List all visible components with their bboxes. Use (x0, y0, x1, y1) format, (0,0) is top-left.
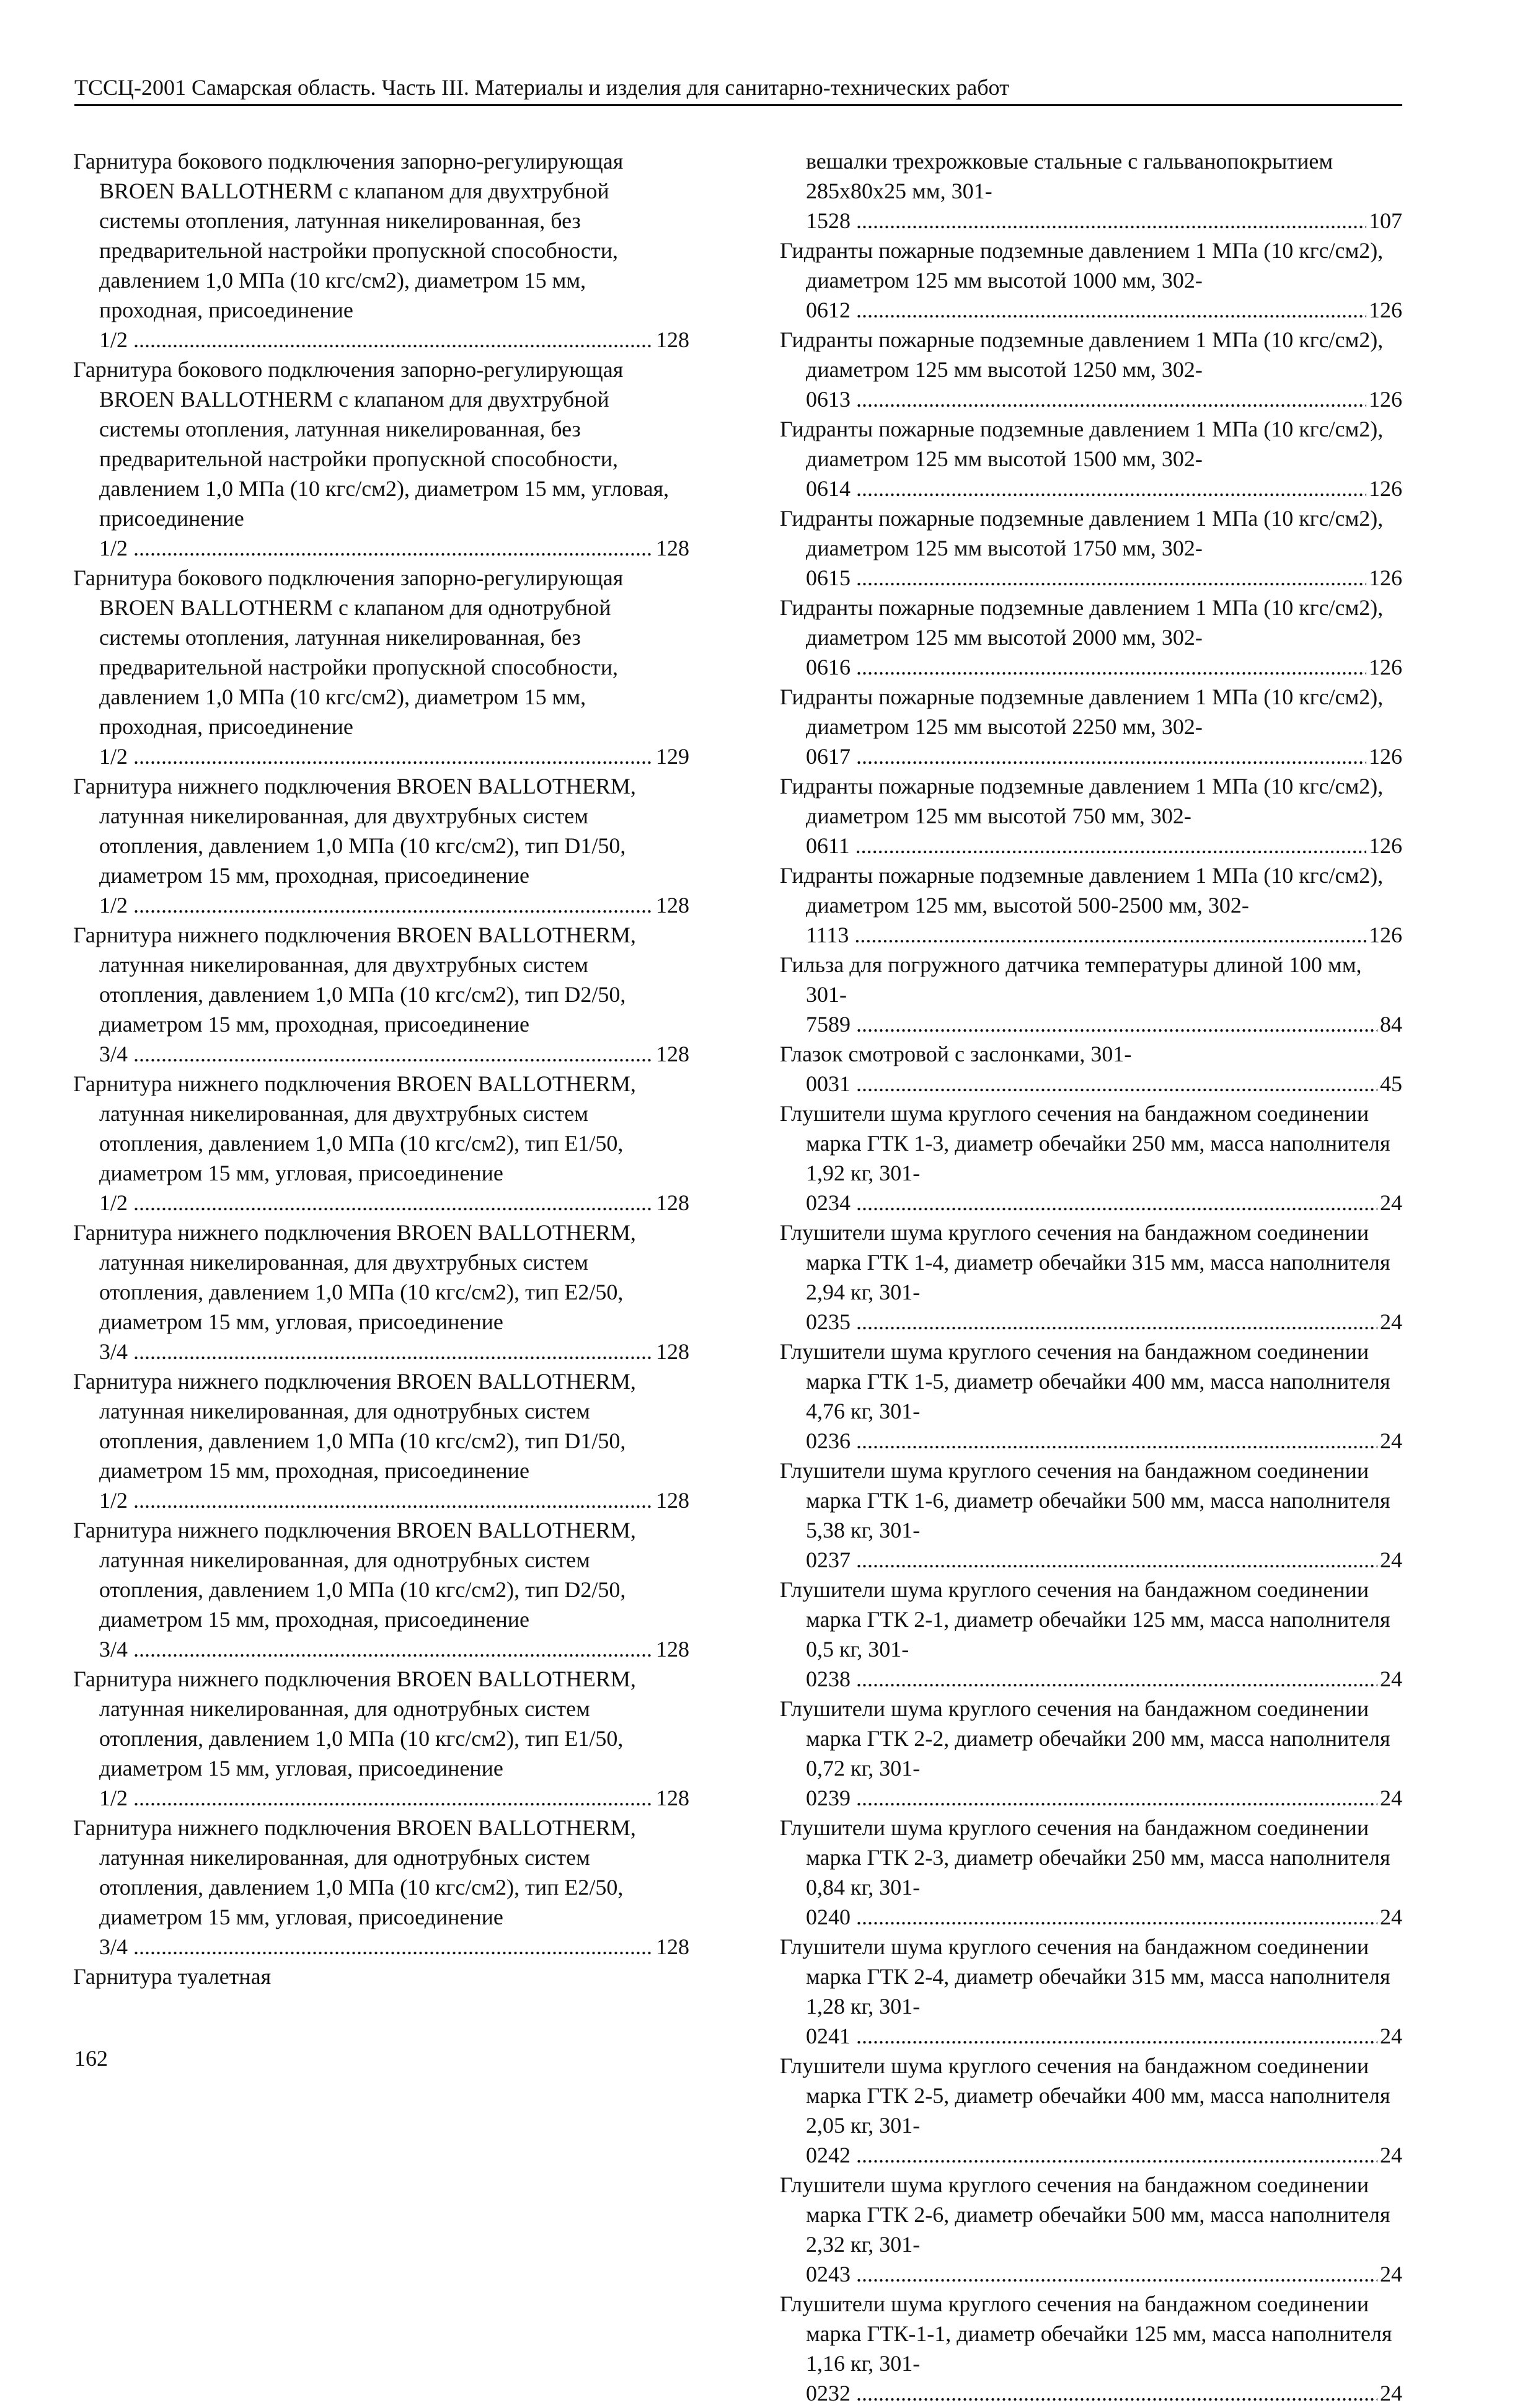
index-column-right (780, 146, 1402, 2408)
index-entry (780, 1218, 1402, 1337)
index-entry-text: Глушители шума круглого сечения на бандажном соединении марка ГТК 2-4, диаметр обечайки 315 мм, масса наполнителя 1,28 кг, 301-0241 ..... (780, 1934, 1402, 2048)
index-entry-page: 128 (653, 890, 689, 920)
index-entry-text: Глушители шума круглого сечения на бандажном соединении марка ГТК 2-2, диаметр обечайки 200 мм, масса наполнителя 0,72 кг, 301-0239 ..... (780, 1696, 1402, 1810)
index-entry-text: Гарнитура нижнего подключения BROEN BALLOTHERM, латунная никелированная, для однотрубных систем отопления, давлением 1,0 МПа (10 кгс/см2), тип E1/50, диаметром 15 мм, угловая, присоединение 1/2 ..... (73, 1667, 689, 1810)
index-entry-text: Глушители шума круглого сечения на бандажном соединении марка ГТК 1-6, диаметр обечайки 500 мм, масса наполнителя 5,38 кг, 301-0237 ..... (780, 1458, 1402, 1572)
index-entry-page: 126 (1366, 831, 1402, 861)
index-entry-text: Гидранты пожарные подземные давлением 1 МПа (10 кгс/см2), диаметром 125 мм высотой 1750 мм, 302-0615 ..... (780, 506, 1402, 590)
index-entry-page: 128 (653, 1634, 689, 1664)
index-entry (780, 1932, 1402, 2051)
index-entry-page: 129 (653, 741, 689, 771)
index-entry-text: Глазок смотровой с заслонками, 301-0031 ..... (780, 1042, 1402, 1096)
index-entry (780, 2051, 1402, 2170)
index-entry-text: Глушители шума круглого сечения на бандажном соединении марка ГТК 1-3, диаметр обечайки 250 мм, масса наполнителя 1,92 кг, 301-0234 ..... (780, 1101, 1402, 1215)
index-entry-page: 128 (653, 1932, 689, 1962)
index-entry-text: Гидранты пожарные подземные давлением 1 МПа (10 кгс/см2), диаметром 125 мм, высотой 500-2500 мм, 302-1113 ..... (780, 863, 1402, 947)
index-entry (73, 1366, 689, 1515)
index-entry (780, 146, 1402, 236)
index-entry (780, 861, 1402, 950)
page-number: 162 (74, 2046, 108, 2071)
index-entry-text: вешалки трехрожковые стальные с гальванопокрытием 285х80х25 мм, 301-1528 ..... (806, 149, 1402, 233)
index-entry-page: 128 (653, 1337, 689, 1366)
index-entry (73, 1515, 689, 1664)
index-entry-page: 24 (1377, 1664, 1402, 1694)
index-entry-text: Глушители шума круглого сечения на бандажном соединении марка ГТК-1-1, диаметр обечайки 125 мм, масса наполнителя 1,16 кг, 301-0232 ..... (780, 2291, 1402, 2406)
index-entry (780, 325, 1402, 414)
index-entry-text: Гидранты пожарные подземные давлением 1 МПа (10 кгс/см2), диаметром 125 мм высотой 2250 мм, 302-0617 ..... (780, 684, 1402, 769)
index-entry (73, 1218, 689, 1366)
index-entry (780, 1337, 1402, 1456)
index-entry-page: 84 (1377, 1009, 1402, 1039)
index-entry-page: 126 (1366, 295, 1402, 325)
index-entry-text: Гарнитура бокового подключения запорно-регулирующая BROEN BALLOTHERM с клапаном для двухтрубной системы отопления, латунная никелированная, без предварительной настройки пропускной способности, давлением 1,0 МПа (10 кгс/см2), диаметром 15 мм, угловая, присоединение 1/2 ..... (73, 357, 689, 560)
index-entry-text: Глушители шума круглого сечения на бандажном соединении марка ГТК 1-4, диаметр обечайки 315 мм, масса наполнителя 2,94 кг, 301-0235 ..... (780, 1220, 1402, 1334)
index-entry (73, 563, 689, 771)
index-entry-page: 107 (1366, 206, 1402, 236)
index-entry-text: Глушители шума круглого сечения на бандажном соединении марка ГТК 2-5, диаметр обечайки 400 мм, масса наполнителя 2,05 кг, 301-0242 ..... (780, 2053, 1402, 2167)
index-column-left (73, 146, 689, 1991)
index-entry-page: 24 (1377, 1307, 1402, 1337)
index-entry-page: 128 (653, 533, 689, 563)
index-entry-text: Глушители шума круглого сечения на бандажном соединении марка ГТК 1-5, диаметр обечайки 400 мм, масса наполнителя 4,76 кг, 301-0236 ..... (780, 1339, 1402, 1453)
index-entry-text: Гарнитура нижнего подключения BROEN BALLOTHERM, латунная никелированная, для двухтрубных систем отопления, давлением 1,0 МПа (10 кгс/см2), тип D2/50, диаметром 15 мм, проходная, присоединение 3/4 ..... (73, 923, 689, 1066)
index-entry-text: Глушители шума круглого сечения на бандажном соединении марка ГТК 2-3, диаметр обечайки 250 мм, масса наполнителя 0,84 кг, 301-0240 ..... (780, 1815, 1402, 1929)
index-entry-text: Гидранты пожарные подземные давлением 1 МПа (10 кгс/см2), диаметром 125 мм высотой 1250 мм, 302-0613 ..... (780, 327, 1402, 412)
index-entry-page: 128 (653, 1783, 689, 1813)
index-entry-text: Гильза для погружного датчика температуры длиной 100 мм, 301-7589 ..... (780, 952, 1402, 1037)
index-entry-page: 24 (1377, 1545, 1402, 1575)
index-entry-page: 126 (1366, 563, 1402, 593)
index-entry (780, 593, 1402, 682)
index-entry-page: 126 (1366, 652, 1402, 682)
index-entry-page: 24 (1377, 1783, 1402, 1813)
index-entry (780, 236, 1402, 325)
index-entry-page: 24 (1377, 1188, 1402, 1218)
index-entry (780, 1694, 1402, 1813)
index-entry (780, 414, 1402, 503)
index-entry (73, 1664, 689, 1813)
index-entry-page: 24 (1377, 2378, 1402, 2408)
index-entry (73, 146, 689, 355)
index-entry (780, 503, 1402, 593)
index-entry (780, 771, 1402, 861)
index-entry-text: Гарнитура нижнего подключения BROEN BALLOTHERM, латунная никелированная, для однотрубных систем отопления, давлением 1,0 МПа (10 кгс/см2), тип E2/50, диаметром 15 мм, угловая, присоединение 3/4 ..... (73, 1815, 689, 1959)
index-entry-page: 45 (1377, 1069, 1402, 1099)
index-entry (780, 1813, 1402, 1932)
index-entry-text: Гарнитура туалетная (73, 1964, 272, 1989)
index-entry-page: 24 (1377, 1426, 1402, 1456)
index-entry-page: 128 (653, 1485, 689, 1515)
index-entry-page: 126 (1366, 741, 1402, 771)
index-entry-page: 24 (1377, 1902, 1402, 1932)
index-entry (73, 1813, 689, 1962)
index-entry (73, 1962, 689, 1991)
index-entry (780, 1456, 1402, 1575)
index-entry-page: 128 (653, 1188, 689, 1218)
index-entry-text: Гарнитура нижнего подключения BROEN BALLOTHERM, латунная никелированная, для двухтрубных систем отопления, давлением 1,0 МПа (10 кгс/см2), тип E2/50, диаметром 15 мм, угловая, присоединение 3/4 ..... (73, 1220, 689, 1364)
index-entry (73, 920, 689, 1069)
index-entry-text: Гарнитура нижнего подключения BROEN BALLOTHERM, латунная никелированная, для двухтрубных систем отопления, давлением 1,0 МПа (10 кгс/см2), тип E1/50, диаметром 15 мм, угловая, присоединение 1/2 ..... (73, 1071, 689, 1215)
index-entry-page: 128 (653, 325, 689, 355)
index-entry-text: Гидранты пожарные подземные давлением 1 МПа (10 кгс/см2), диаметром 125 мм высотой 1500 мм, 302-0614 ..... (780, 417, 1402, 501)
index-entry-text: Глушители шума круглого сечения на бандажном соединении марка ГТК 2-1, диаметр обечайки 125 мм, масса наполнителя 0,5 кг, 301-0238 ..... (780, 1577, 1402, 1691)
index-entry-page: 24 (1377, 2140, 1402, 2170)
running-header: ТССЦ-2001 Самарская область. Часть III. Материалы и изделия для санитарно-технических работ (74, 73, 1402, 106)
index-entry-page: 126 (1366, 384, 1402, 414)
index-entry-text: Гидранты пожарные подземные давлением 1 МПа (10 кгс/см2), диаметром 125 мм высотой 750 мм, 302-0611 ..... (780, 774, 1402, 858)
index-entry (780, 2289, 1402, 2408)
index-entry (73, 771, 689, 920)
index-entry (780, 2170, 1402, 2289)
index-entry (780, 950, 1402, 1039)
index-entry-text: Гарнитура бокового подключения запорно-регулирующая BROEN BALLOTHERM с клапаном для однотрубной системы отопления, латунная никелированная, без предварительной настройки пропускной способности, давлением 1,0 МПа (10 кгс/см2), диаметром 15 мм, проходная, присоединение 1/2 ..... (73, 565, 689, 769)
index-entry-text: Гарнитура нижнего подключения BROEN BALLOTHERM, латунная никелированная, для двухтрубных систем отопления, давлением 1,0 МПа (10 кгс/см2), тип D1/50, диаметром 15 мм, проходная, присоединение 1/2 ..... (73, 774, 689, 918)
index-entry-page: 126 (1366, 920, 1402, 950)
index-entry-page: 24 (1377, 2259, 1402, 2289)
index-entry (73, 1069, 689, 1218)
index-entry-page: 128 (653, 1039, 689, 1069)
index-entry (780, 682, 1402, 771)
index-entry (780, 1099, 1402, 1218)
index-entry-text: Гидранты пожарные подземные давлением 1 МПа (10 кгс/см2), диаметром 125 мм высотой 2000 мм, 302-0616 ..... (780, 595, 1402, 679)
index-entry-text: Гарнитура нижнего подключения BROEN BALLOTHERM, латунная никелированная, для однотрубных систем отопления, давлением 1,0 МПа (10 кгс/см2), тип D1/50, диаметром 15 мм, проходная, присоединение 1/2 ..... (73, 1369, 689, 1513)
index-entry (780, 1575, 1402, 1694)
index-entry-text: Гарнитура бокового подключения запорно-регулирующая BROEN BALLOTHERM с клапаном для двухтрубной системы отопления, латунная никелированная, без предварительной настройки пропускной способности, давлением 1,0 МПа (10 кгс/см2), диаметром 15 мм, проходная, присоединение 1/2 ..... (73, 149, 689, 352)
index-entry-text: Глушители шума круглого сечения на бандажном соединении марка ГТК 2-6, диаметр обечайки 500 мм, масса наполнителя 2,32 кг, 301-0243 ..... (780, 2172, 1402, 2286)
index-entry (780, 1039, 1402, 1099)
index-entry-page: 126 (1366, 474, 1402, 503)
index-entry-text: Гарнитура нижнего подключения BROEN BALLOTHERM, латунная никелированная, для однотрубных систем отопления, давлением 1,0 МПа (10 кгс/см2), тип D2/50, диаметром 15 мм, проходная, присоединение 3/4 ..... (73, 1518, 689, 1662)
index-entry-text: Гидранты пожарные подземные давлением 1 МПа (10 кгс/см2), диаметром 125 мм высотой 1000 мм, 302-0612 ..... (780, 238, 1402, 322)
index-entry-page: 24 (1377, 2021, 1402, 2051)
index-entry (73, 355, 689, 563)
